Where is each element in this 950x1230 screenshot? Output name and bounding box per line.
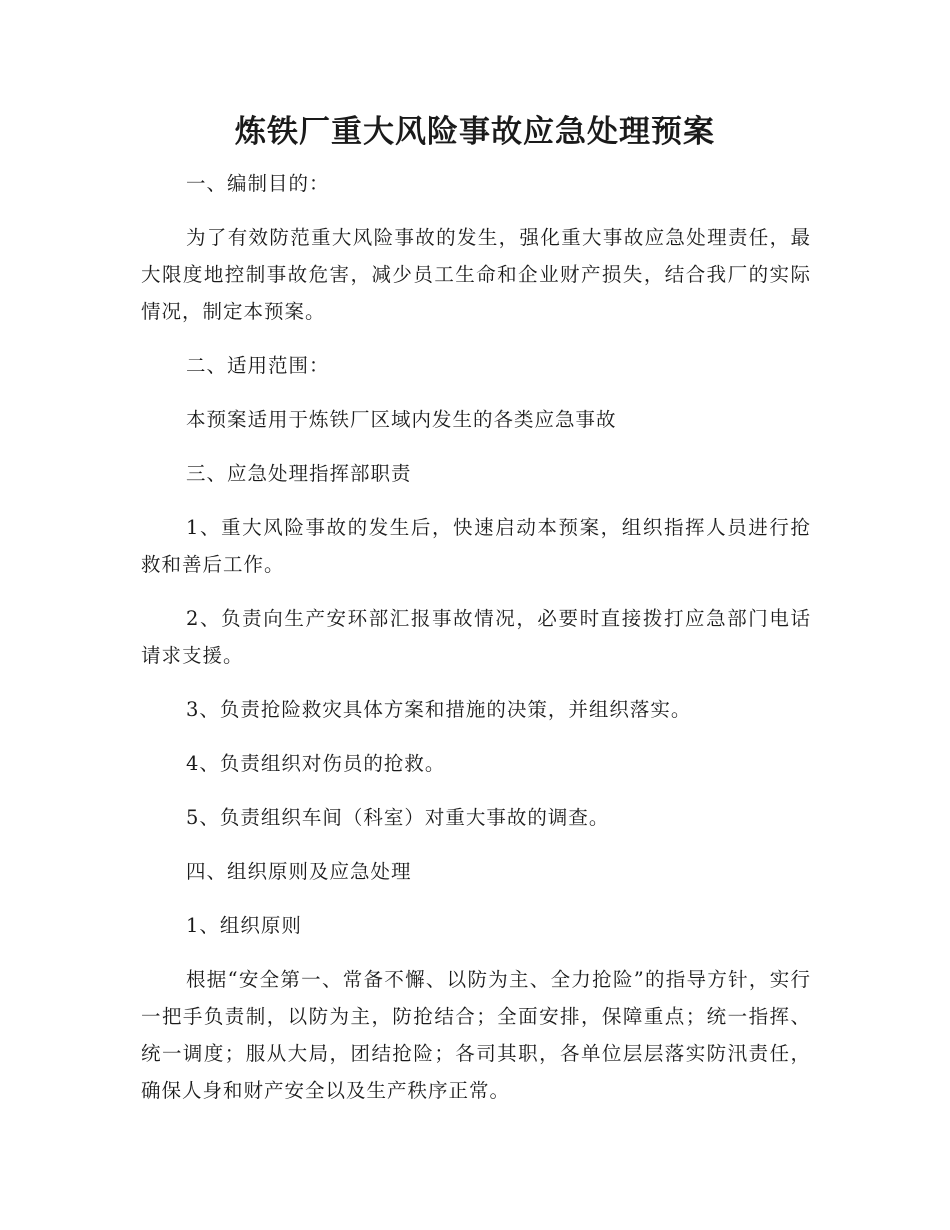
paragraph-purpose: 为了有效防范重大风险事故的发生，强化重大事故应急处理责任，最大限度地控制事故危害，减少员工生命和企业财产损失，结合我厂的实际情况，制定本预案。 bbox=[141, 226, 811, 323]
duty-item-3: 3、负责抢险救灾具体方案和措施的决策，并组织落实。 bbox=[186, 698, 692, 721]
document-body bbox=[141, 165, 811, 1126]
section-heading-command-duties: 三、应急处理指挥部职责 bbox=[186, 462, 412, 485]
duty-item-4: 4、负责组织对伤员的抢救。 bbox=[186, 752, 446, 775]
subheading-organization-principles: 1、组织原则 bbox=[186, 914, 302, 937]
duty-item-5: 5、负责组织车间（科室）对重大事故的调查。 bbox=[186, 806, 610, 829]
duty-item-2: 2、负责向生产安环部汇报事故情况，必要时直接拨打应急部门电话请求支援。 bbox=[141, 607, 811, 667]
section-heading-scope: 二、适用范围： bbox=[186, 354, 330, 377]
section-heading-purpose: 一、编制目的： bbox=[186, 172, 330, 195]
paragraph-scope: 本预案适用于炼铁厂区域内发生的各类应急事故 bbox=[186, 408, 617, 431]
section-heading-principles: 四、组织原则及应急处理 bbox=[186, 860, 412, 883]
paragraph-principles: 根据“安全第一、常备不懈、以防为主、全力抢险”的指导方针，实行一把手负责制，以防为主，防抢结合；全面安排，保障重点；统一指挥、统一调度；服从大局，团结抢险；各司其职，各单位层层落实防汛责任，确保人身和财产安全以及生产秩序正常。 bbox=[141, 968, 811, 1102]
document-title: 炼铁厂重大风险事故应急处理预案 bbox=[235, 114, 715, 150]
duty-item-1: 1、重大风险事故的发生后，快速启动本预案，组织指挥人员进行抢救和善后工作。 bbox=[141, 516, 811, 576]
